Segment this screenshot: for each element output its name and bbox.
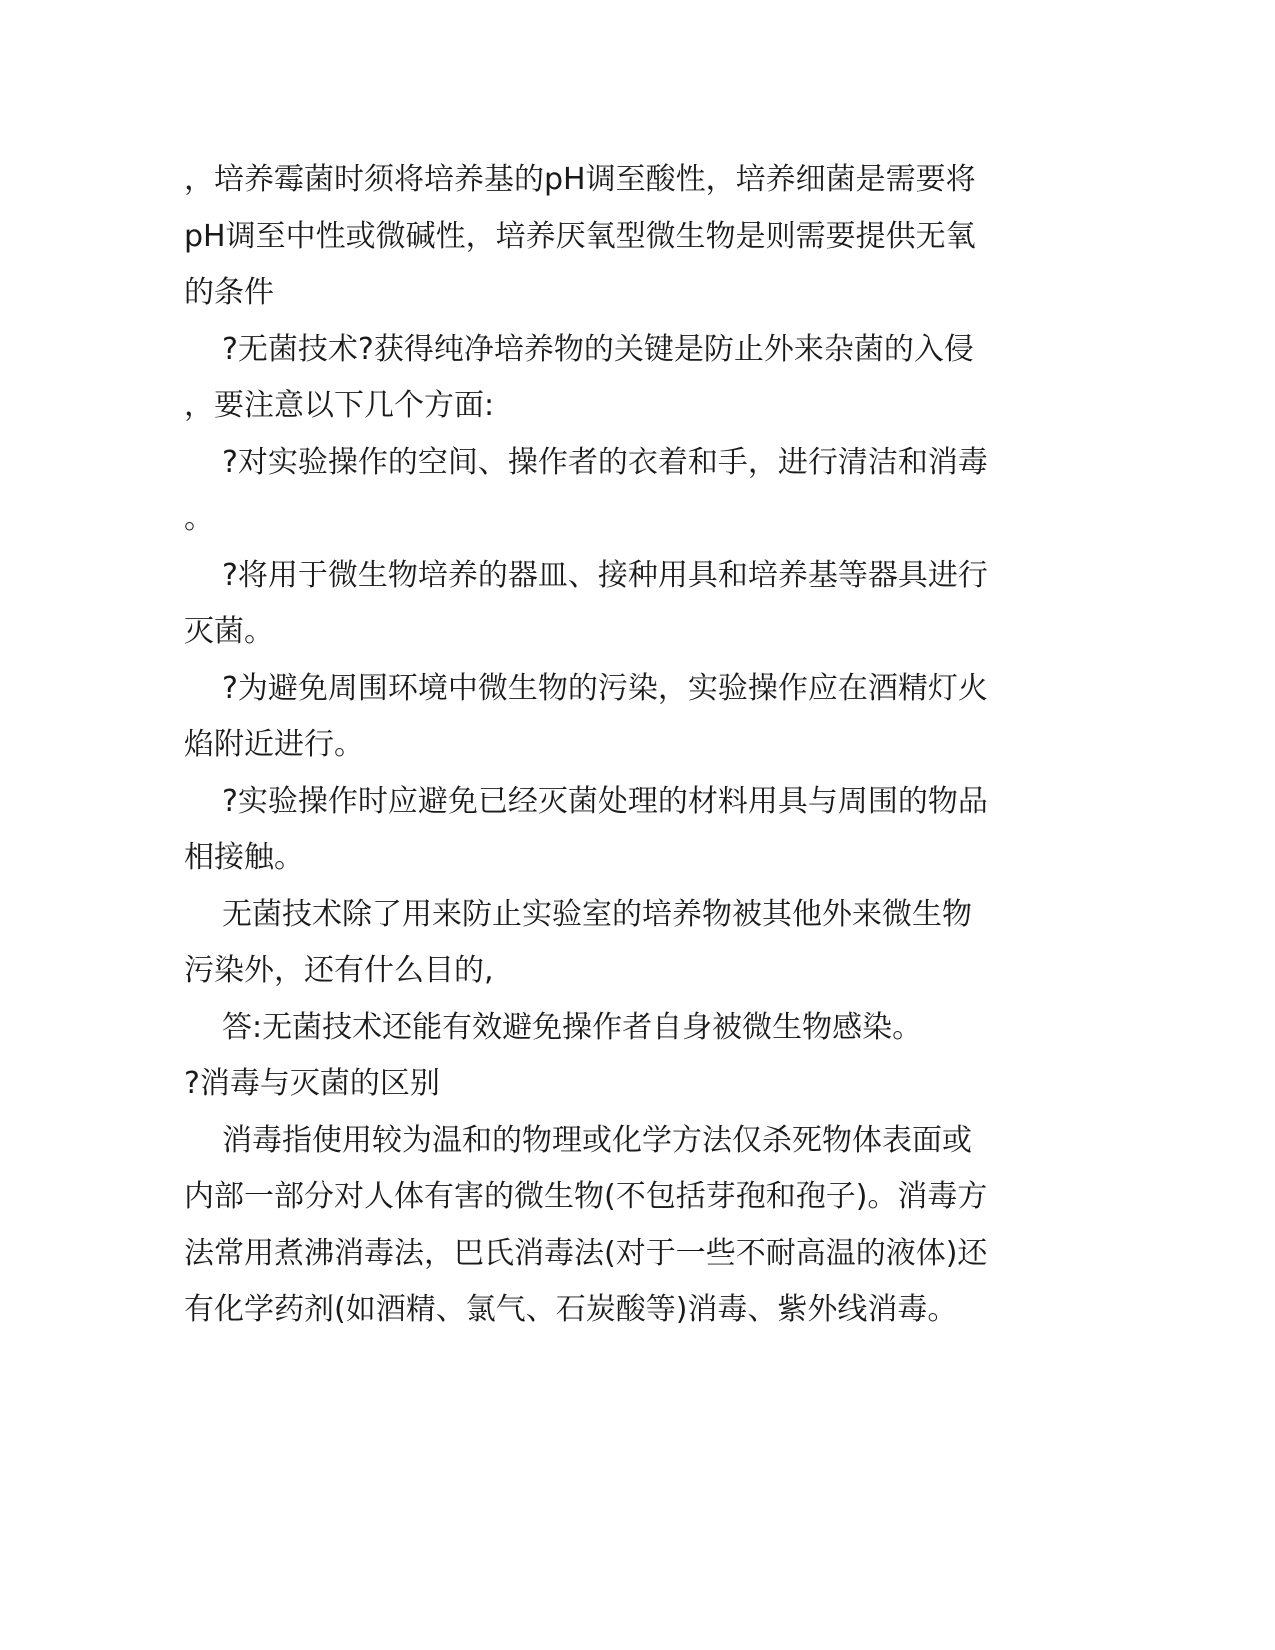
section-heading: ?消毒与灭菌的区别 [184,1066,440,1101]
answer-line: 答:无菌技术还能有效避免操作者自身被微生物感染。 [222,1009,923,1045]
text-line: 法常用煮沸消毒法，巴氏消毒法(对于一些不耐高温的液体)还 [184,1235,988,1271]
text-line: 内部一部分对人体有害的微生物(不包括芽孢和孢子)。消毒方 [184,1179,988,1214]
paragraph-line: 消毒指使用较为温和的物理或化学方法仅杀死物体表面或 [222,1122,972,1158]
text-line: pH调至中性或微碱性，培养厌氧型微生物是则需要提供无氧 [184,218,976,254]
bullet-line-avoid-contact: ?实验操作时应避免已经灭菌处理的材料用具与周围的物品 [222,783,988,819]
text-line: 。 [184,501,214,536]
bullet-line-alcohol-lamp: ?为避免周围环境中微生物的污染，实验操作应在酒精灯火 [222,670,988,706]
text-line: 有化学药剂(如酒精、氯气、石炭酸等)消毒、紫外线消毒。 [184,1292,958,1327]
text-line: ，要注意以下几个方面: [184,388,495,423]
question-line: 无菌技术除了用来防止实验室的培养物被其他外来微生物 [222,896,972,932]
text-line: 相接触。 [184,840,304,875]
bullet-line-aseptic-technique: ?无菌技术?获得纯净培养物的关键是防止外来杂菌的入侵 [222,331,974,367]
bullet-line-cleaning: ?对实验操作的空间、操作者的衣着和手，进行清洁和消毒 [222,444,988,480]
text-line: ，培养霉菌时须将培养基的pH调至酸性，培养细菌是需要将 [184,162,976,197]
text-line: 的条件 [184,275,274,310]
text-line: 污染外，还有什么目的, [184,953,494,988]
document-body [184,152,1084,1339]
text-line: 焰附近进行。 [184,727,364,762]
bullet-line-sterilization: ?将用于微生物培养的器皿、接种用具和培养基等器具进行 [222,557,988,593]
text-line: 灭菌。 [184,614,274,649]
